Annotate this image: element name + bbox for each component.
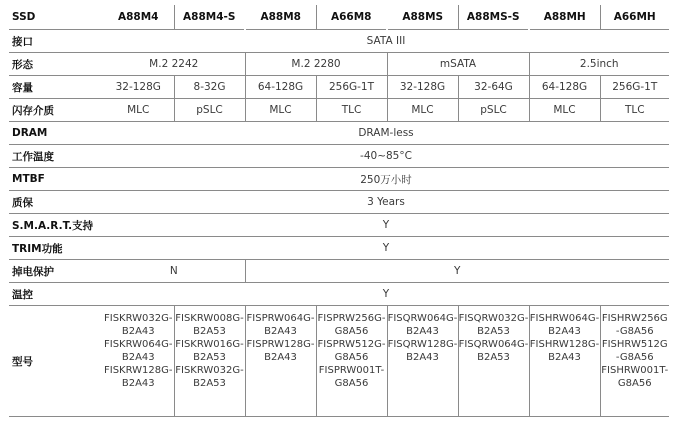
header-model: A88M4 <box>103 5 174 30</box>
part-number-cell <box>316 306 387 417</box>
header-model: A66MH <box>600 5 669 30</box>
part-number: FISPRW256G-G8A56 <box>317 313 386 337</box>
cell-value: 256G-1T <box>316 76 387 99</box>
part-number: FISQRW064G-B2A53 <box>458 339 529 363</box>
header-ssd: SSD <box>9 5 103 30</box>
cell-value: 64-128G <box>529 76 600 99</box>
cell-value: Y <box>103 283 669 306</box>
ssd-spec-table <box>9 5 669 417</box>
cell-value: DRAM-less <box>103 122 669 145</box>
row-label: 闪存介质 <box>9 99 103 122</box>
part-number-cell <box>103 306 174 417</box>
cell-value: pSLC <box>458 99 529 122</box>
row-label: S.M.A.R.T.支持 <box>9 214 103 237</box>
row-temperature <box>9 145 669 168</box>
row-label: TRIM功能 <box>9 237 103 260</box>
row-capacity <box>9 76 669 99</box>
part-number: FISQRW032G-B2A53 <box>458 313 529 337</box>
part-number: FISPRW064G-B2A43 <box>246 313 315 337</box>
row-trim <box>9 237 669 260</box>
part-number: FISKRW016G-B2A53 <box>175 339 244 363</box>
row-form-factor <box>9 53 669 76</box>
part-number: FISQRW128G-B2A43 <box>387 339 458 363</box>
row-label: 温控 <box>9 283 103 306</box>
part-number: FISKRW128G-B2A43 <box>104 365 173 389</box>
header-row <box>9 5 669 30</box>
row-label: 掉电保护 <box>9 260 103 283</box>
cell-value: MLC <box>103 99 174 122</box>
cell-value: TLC <box>316 99 387 122</box>
cell-value: 64-128G <box>245 76 316 99</box>
row-label: MTBF <box>9 168 103 191</box>
header-model: A88MS <box>387 5 458 30</box>
cell-value: M.2 2280 <box>245 53 387 76</box>
header-model: A88MH <box>529 5 600 30</box>
part-number-cell <box>458 306 529 417</box>
part-number: FISKRW064G-B2A43 <box>104 339 173 363</box>
row-interface <box>9 30 669 53</box>
part-number: FISQRW064G-B2A43 <box>387 313 458 337</box>
part-number: FISPRW512G-G8A56 <box>317 339 386 363</box>
row-label: 接口 <box>9 30 103 53</box>
part-number-cell <box>174 306 245 417</box>
cell-value: -40~85°C <box>103 145 669 168</box>
row-label: DRAM <box>9 122 103 145</box>
header-model: A66M8 <box>316 5 387 30</box>
row-label: 容量 <box>9 76 103 99</box>
row-flash <box>9 99 669 122</box>
cell-value: TLC <box>600 99 669 122</box>
part-number: FISHRW064G-B2A43 <box>529 313 600 337</box>
cell-value: pSLC <box>174 99 245 122</box>
row-thermal <box>9 283 669 306</box>
part-number: FISKRW032G-B2A53 <box>175 365 244 389</box>
cell-value: 32-64G <box>458 76 529 99</box>
cell-value: N <box>103 260 245 283</box>
row-label: 型号 <box>9 306 103 417</box>
row-smart <box>9 214 669 237</box>
part-number: FISHRW128G-B2A43 <box>529 339 600 363</box>
part-number: FISPRW001T-G8A56 <box>318 365 385 389</box>
cell-value: 2.5inch <box>529 53 669 76</box>
row-label: 形态 <box>9 53 103 76</box>
part-number-cell <box>600 306 669 417</box>
row-mtbf <box>9 168 669 191</box>
cell-value: mSATA <box>387 53 529 76</box>
part-number: FISKRW008G-B2A53 <box>175 313 244 337</box>
cell-value: Y <box>103 237 669 260</box>
row-label: 质保 <box>9 191 103 214</box>
part-number-cell <box>245 306 316 417</box>
cell-value: 8-32G <box>174 76 245 99</box>
cell-value: 32-128G <box>387 76 458 99</box>
row-label: 工作温度 <box>9 145 103 168</box>
cell-value: MLC <box>529 99 600 122</box>
part-number: FISKRW032G-B2A43 <box>104 313 173 337</box>
row-dram <box>9 122 669 145</box>
cell-value: 250万小时 <box>103 168 669 191</box>
cell-value: 3 Years <box>103 191 669 214</box>
part-number: FISHRW256G-G8A56 <box>601 313 668 337</box>
cell-value: MLC <box>245 99 316 122</box>
cell-value: MLC <box>387 99 458 122</box>
header-model: A88MS-S <box>458 5 529 30</box>
header-model: A88M4-S <box>174 5 245 30</box>
part-number: FISHRW001T-G8A56 <box>601 365 669 389</box>
row-part-numbers <box>9 306 669 417</box>
part-number: FISPRW128G-B2A43 <box>246 339 315 363</box>
part-number: FISHRW512G-G8A56 <box>601 339 668 363</box>
cell-value: Y <box>103 214 669 237</box>
row-warranty <box>9 191 669 214</box>
header-model: A88M8 <box>245 5 316 30</box>
cell-value: 32-128G <box>103 76 174 99</box>
row-power-loss <box>9 260 669 283</box>
cell-value: Y <box>245 260 669 283</box>
cell-value: SATA III <box>103 30 669 53</box>
part-number-cell <box>529 306 600 417</box>
part-number-cell <box>387 306 458 417</box>
cell-value: 256G-1T <box>600 76 669 99</box>
cell-value: M.2 2242 <box>103 53 245 76</box>
